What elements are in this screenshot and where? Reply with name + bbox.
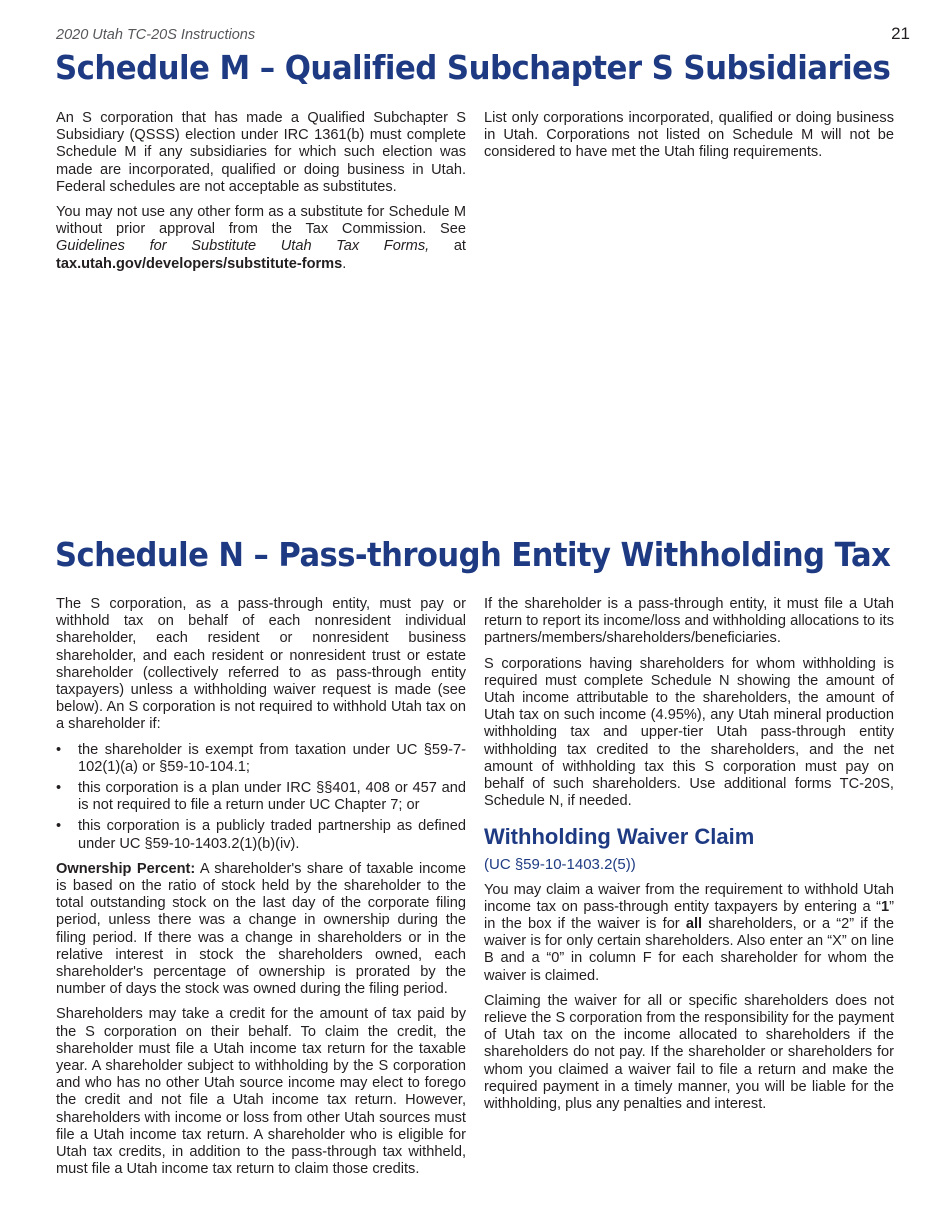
page-number: 21 [891,24,910,43]
withholding-waiver-heading: Withholding Waiver Claim [484,824,755,850]
schedule-m-right-column [484,110,894,170]
list-item: • this corporation is a plan under IRC §§401, 408 or 457 and is not required to file a return under UC Chapter 7; or [56,780,466,814]
schedule-m-intro: An S corporation that has made a Qualified Subchapter S Subsidiary (QSSS) election under IRC 1361(b) must complete Schedule M if any subsidiaries for which such election was made are incorporated, qualified or doing business in Utah. Federal schedules are not acceptable as substitutes. [56,110,466,195]
schedule-m-listing-note: List only corporations incorporated, qualified or doing business in Utah. Corporations not listed on Schedule M will not be considered to have met the Utah filing requirements. [484,110,894,161]
list-item: • the shareholder is exempt from taxation under UC §59-7-102(1)(a) or §59-10-104.1; [56,742,466,776]
waiver-liability-paragraph: Claiming the waiver for all or specific shareholders does not relieve the S corporation from the responsibility for the payment of Utah tax on the income allocated to shareholders if the shareholders do not pay. If the shareholder or shareholders for whom you claimed a waiver fail to file a return and make the required payment in a timely manner, you will be liable for the withholding, plus any penalties and interest. [484,992,894,1113]
substitute-forms-link[interactable]: tax.utah.gov/developers/substitute-forms [56,255,343,272]
withholding-waiver-citation: (UC §59-10-1403.2(5)) [484,856,636,874]
shareholder-credit-paragraph: Shareholders may take a credit for the amount of tax paid by the S corporation on their behalf. To claim the credit, the shareholder must file a Utah income tax return for the taxable year. A shareholder subject to withholding by the S corporation and who has no other Utah source income may elect to forego the credit and not file a Utah income tax return. However, shareholders with income or loss from other Utah sources must file a Utah income tax return. A shareholder who is eligible for Utah tax credits, in addition to the pass-through tax withheld, must file a Utah income tax return to claim those credits. [56,1006,466,1178]
pass-through-shareholder-paragraph: If the shareholder is a pass-through entity, it must file a Utah return to report its income/loss and withholding allocations to its partners/members/shareholders/beneficiaries. [484,596,894,647]
running-header: 2020 Utah TC-20S Instructions [56,27,256,43]
waiver-instructions-paragraph: You may claim a waiver from the requirement to withhold Utah income tax on pass-through entity taxpayers by entering a “1” in the box if the waiver is for all shareholders, or a “2” if the waiver is for only certain shareholders. Also enter an “X” on line B and a “0” in column F for each shareholder for whom the waiver is claimed. [484,881,895,984]
schedule-n-left-column [56,596,466,1187]
schedule-m-title: Schedule M – Qualified Subchapter S Subsidiaries [55,49,891,87]
list-item: • this corporation is a publicly traded partnership as defined under UC §59-10-1403.2(1)(b)(iv). [56,818,466,852]
guidelines-title: Guidelines for Substitute Utah Tax Forms, [56,238,430,255]
ownership-percent-paragraph: Ownership Percent: A shareholder's share of taxable income is based on the ratio of stock held by the shareholder to the total outstanding stock on the last day of the corporate filing period, unless there was a change in ownership during the filing period. If there was a change in shareholders or in the relative interest in stock the shareholders owned, each shareholder's percentage of ownership is prorated by the number of days the stock was owned during the filing period. [56,860,466,998]
exemption-list [56,742,466,853]
schedule-n-right-column [484,596,894,1121]
schedule-n-title: Schedule N – Pass-through Entity Withholding Tax [55,536,891,574]
schedule-n-intro: The S corporation, as a pass-through entity, must pay or withhold tax on behalf of each nonresident individual shareholder, each resident or nonresident business shareholder, and each resident or nonresident trust or estate shareholder (collectively referred to as pass-through entity taxpayers) unless a withholding waiver request is made (see below). An S corporation is not required to withhold Utah tax on a shareholder if: [56,596,466,733]
ownership-percent-label: Ownership Percent: [56,860,196,877]
schedule-m-substitute-note: You may not use any other form as a substitute for Schedule M without prior approval from the Tax Commission. See Guidelines for Substitute Utah Tax Forms, at tax.utah.gov/developers/substitute-forms. [56,204,466,272]
schedule-m-left-column [56,110,466,281]
schedule-n-requirement-paragraph: S corporations having shareholders for whom withholding is required must complete Schedule N showing the amount of Utah income attributable to the shareholders, the amount of Utah tax on such income (4.95%), any Utah mineral production withholding tax and upper-tier Utah pass-through entity withholding tax credited to the shareholders, and the net amount of withholding tax this S corporation must pay on behalf of such shareholders. Use additional forms TC-20S, Schedule N, if needed. [484,655,894,810]
